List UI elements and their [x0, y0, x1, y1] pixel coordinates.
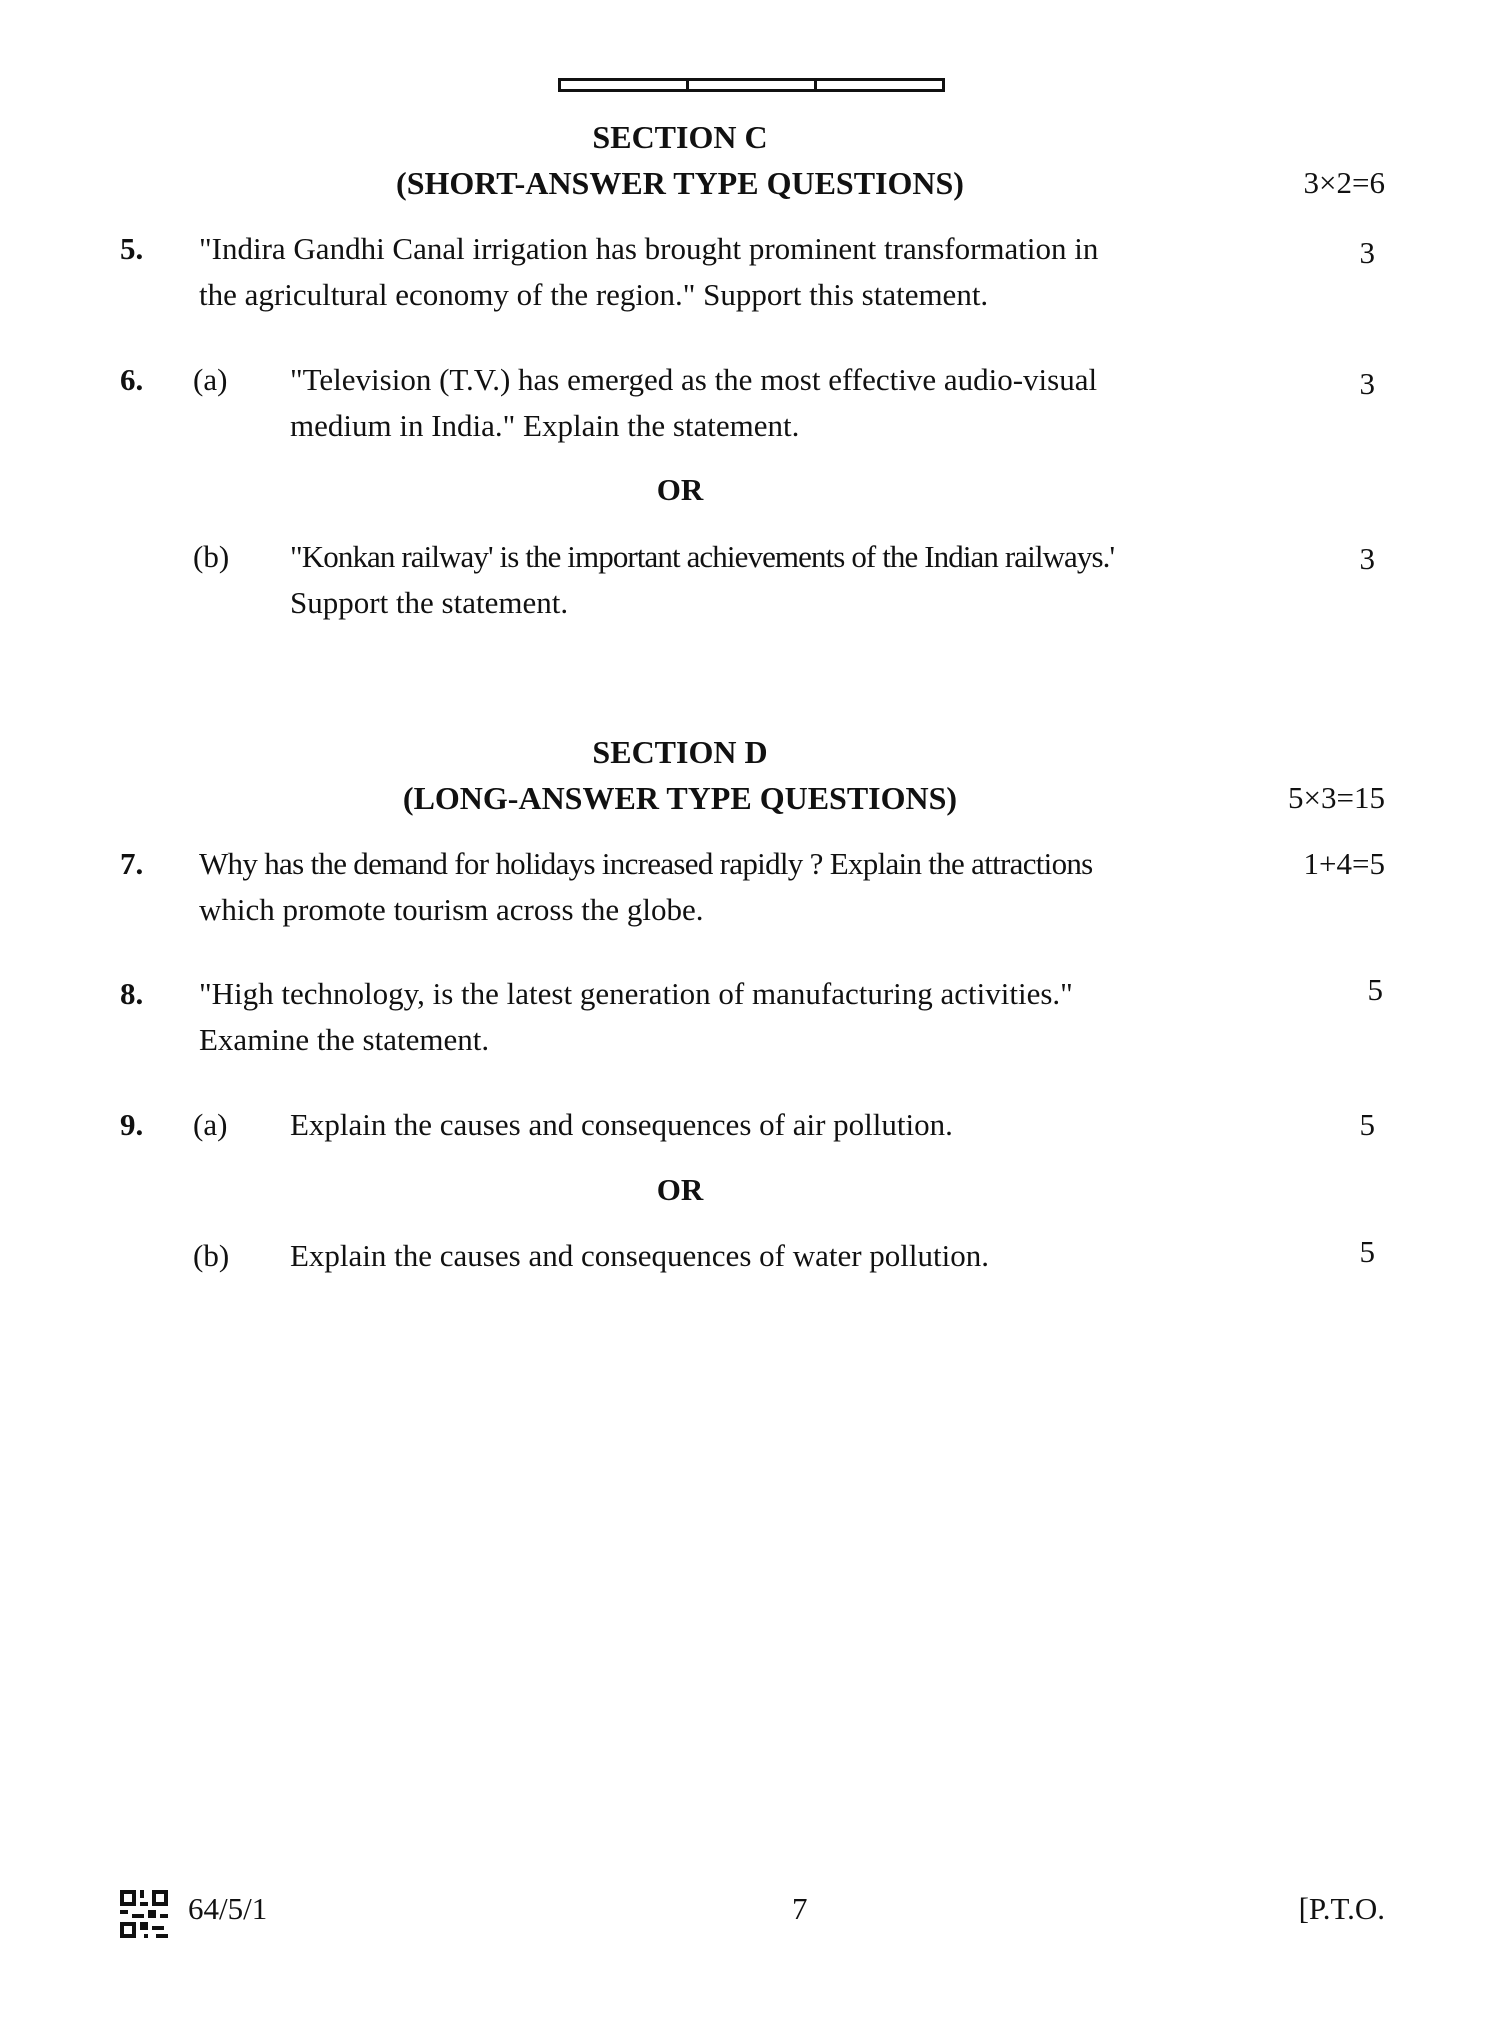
q9-number: 9.: [120, 1107, 144, 1142]
q9b-text: Explain the causes and consequences of water pollution.: [290, 1238, 989, 1273]
q7-line1: Why has the demand for holidays increased rapidly ? Explain the attractions: [199, 846, 1093, 881]
please-turn-over: [P.T.O.: [1298, 1891, 1385, 1926]
q9b-marks: 5: [1359, 1234, 1375, 1269]
paper-code: 64/5/1: [188, 1891, 268, 1926]
q6b-label: (b): [193, 539, 230, 574]
q6a-line2: medium in India." Explain the statement.: [290, 408, 800, 443]
section-c-marks: 3×2=6: [1303, 165, 1385, 200]
q9a-text: Explain the causes and consequences of air pollution.: [290, 1107, 953, 1142]
q9b-label: (b): [193, 1238, 230, 1273]
q6b-line2: Support the statement.: [290, 585, 569, 620]
q6a-line1: "Television (T.V.) has emerged as the most effective audio-visual: [290, 362, 1098, 397]
qr-code-icon: [120, 1890, 168, 1938]
q6b-line1: "Konkan railway' is the important achievements of the Indian railways.': [290, 539, 1115, 574]
q5-number: 5.: [120, 231, 144, 266]
q6b-marks: 3: [1359, 541, 1375, 576]
section-d-marks: 5×3=15: [1288, 780, 1385, 815]
q5-line1: "Indira Gandhi Canal irrigation has brought prominent transformation in: [199, 231, 1099, 266]
section-c-title: SECTION C: [592, 119, 768, 155]
q7-line2: which promote tourism across the globe.: [199, 892, 704, 927]
q9-or: OR: [656, 1172, 704, 1207]
page-number: 7: [792, 1891, 808, 1926]
section-d-subtitle: (LONG-ANSWER TYPE QUESTIONS): [402, 780, 958, 816]
q6-or: OR: [656, 472, 704, 507]
q5-line2: the agricultural economy of the region." Support this statement.: [199, 277, 989, 312]
q9a-label: (a): [193, 1107, 228, 1142]
q8-marks: 5: [1367, 972, 1383, 1007]
section-d-title: SECTION D: [592, 734, 768, 770]
q8-line1: "High technology, is the latest generation of manufacturing activities.": [199, 976, 1073, 1011]
q8-number: 8.: [120, 976, 144, 1011]
q9a-marks: 5: [1359, 1107, 1375, 1142]
roll-number-boxes: [558, 78, 945, 92]
q6a-marks: 3: [1359, 366, 1375, 401]
q7-number: 7.: [120, 846, 144, 881]
q5-marks: 3: [1359, 235, 1375, 270]
q6a-label: (a): [193, 362, 228, 397]
q6-number: 6.: [120, 362, 144, 397]
section-c-subtitle: (SHORT-ANSWER TYPE QUESTIONS): [396, 165, 964, 201]
q7-marks: 1+4=5: [1303, 846, 1385, 881]
q8-line2: Examine the statement.: [199, 1022, 490, 1057]
